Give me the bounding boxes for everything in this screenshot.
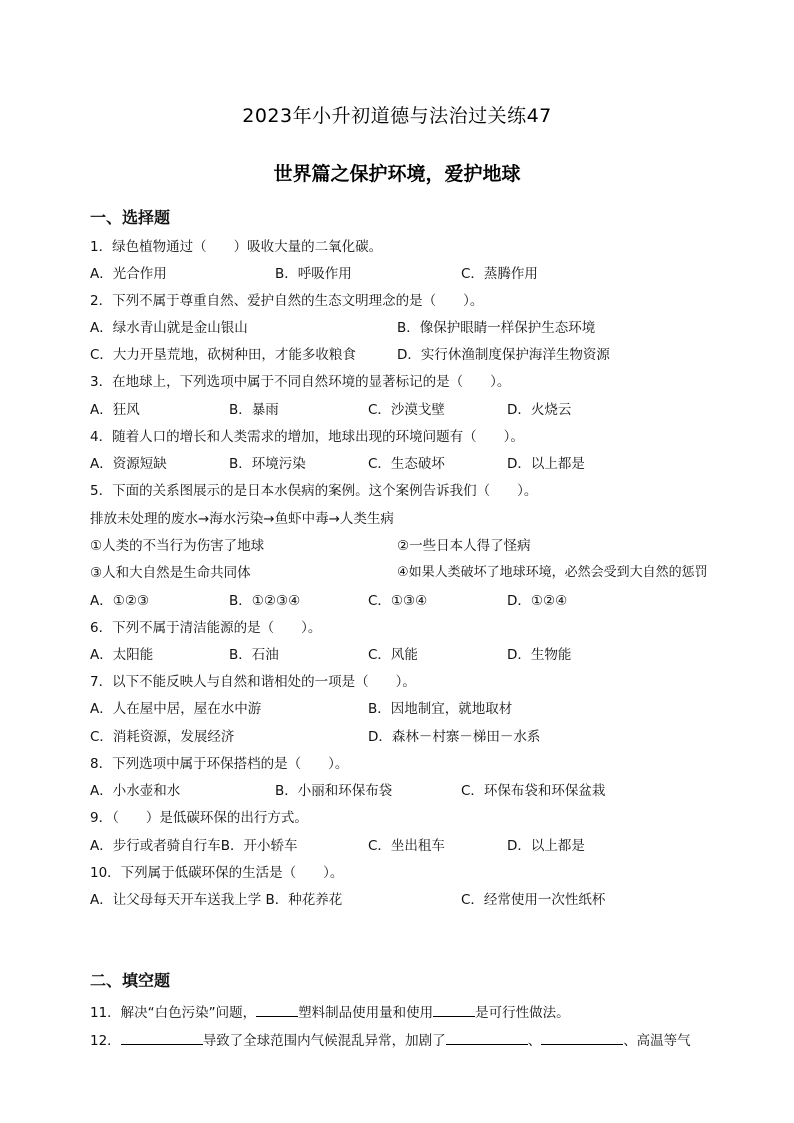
question-7-option-a: A．人在屋中居，屋在水中游	[90, 701, 262, 717]
question-1-option-c: C．蒸腾作用	[461, 266, 538, 282]
question-6-option-d: D．生物能	[507, 647, 572, 663]
question-9-option-ab: A．步行或者骑自行车B．开小轿车	[90, 838, 298, 854]
question-7-option-d: D．森林－村寨－梯田－水系	[368, 729, 541, 745]
question-12-part-3: 、	[527, 1033, 542, 1049]
question-5-option-c: C．①③④	[368, 593, 428, 609]
question-5-option-b: B．①②③④	[229, 593, 301, 609]
question-12-part-4: 、高温等气	[623, 1033, 691, 1049]
question-5-statement-4: ④如果人类破坏了地球环境，必然会受到大自然的惩罚	[397, 565, 708, 580]
question-2-stem: 2．下列不属于尊重自然、爱护自然的生态文明理念的是（ ）。	[90, 293, 484, 309]
question-5-chain: 排放未处理的废水→海水污染→鱼虾中毒→人类生病	[90, 511, 394, 527]
section-heading-fill: 二、填空题	[90, 971, 171, 990]
answer-blank[interactable]	[433, 1002, 475, 1017]
question-6-option-c: C．风能	[368, 647, 418, 663]
question-5-option-d: D．①②④	[507, 593, 568, 609]
answer-blank[interactable]	[541, 1030, 623, 1045]
question-4-option-c: C．生态破坏	[368, 456, 445, 472]
question-3-option-a: A．狂风	[90, 402, 140, 418]
question-5-statement-2: ②一些日本人得了怪病	[397, 538, 531, 554]
section-heading-choice: 一、选择题	[90, 208, 171, 227]
answer-blank[interactable]	[256, 1002, 298, 1017]
question-6-stem: 6．下列不属于清洁能源的是（ ）。	[90, 620, 322, 636]
question-12-part-2: 导致了全球范围内气候混乱异常，加剧了	[202, 1033, 446, 1049]
question-12	[90, 1030, 691, 1050]
question-3-option-d: D．火烧云	[507, 402, 572, 418]
question-1-stem: 1．绿色植物通过（ ）吸收大量的二氧化碳。	[90, 239, 383, 255]
page-subtitle: 世界篇之保护环境，爱护地球	[273, 163, 521, 185]
question-5-statement-3: ③人和大自然是生命共同体	[90, 565, 251, 581]
question-11-part-2: 塑料制品使用量和使用	[298, 1005, 434, 1021]
question-6-option-b: B．石油	[229, 647, 279, 663]
question-1-option-b: B．呼吸作用	[275, 266, 352, 282]
question-7-option-b: B．因地制宜，就地取材	[368, 701, 513, 717]
question-3-option-b: B．暴雨	[229, 402, 279, 418]
question-10-option-c: C．经常使用一次性纸杯	[461, 892, 606, 908]
question-5-option-a: A．①②③	[90, 593, 150, 609]
question-8-option-c: C．环保布袋和环保盆栽	[461, 783, 606, 799]
question-8-option-b: B．小丽和环保布袋	[275, 783, 393, 799]
question-2-option-a: A．绿水青山就是金山银山	[90, 320, 248, 336]
question-10-stem: 10．下列属于低碳环保的生活是（ ）。	[90, 865, 344, 881]
answer-blank[interactable]	[121, 1030, 203, 1045]
question-7-option-c: C．消耗资源，发展经济	[90, 729, 235, 745]
question-9-stem: 9．（ ）是低碳环保的出行方式。	[90, 810, 308, 826]
question-5-statement-1: ①人类的不当行为伤害了地球	[90, 538, 265, 554]
question-11	[90, 1002, 570, 1022]
question-9-option-c: C．坐出租车	[368, 838, 445, 854]
question-11-part-1: 11．解决“白色污染”问题，	[90, 1005, 257, 1021]
question-2-option-d: D．实行休渔制度保护海洋生物资源	[397, 347, 610, 363]
question-2-option-c: C．大力开垦荒地，砍树种田，才能多收粮食	[90, 347, 356, 363]
question-4-option-b: B．环境污染	[229, 456, 306, 472]
question-4-stem: 4．随着人口的增长和人类需求的增加，地球出现的环境问题有（ ）。	[90, 429, 524, 445]
question-1-option-a: A．光合作用	[90, 266, 167, 282]
question-6-option-a: A．太阳能	[90, 647, 154, 663]
question-5-stem: 5．下面的关系图展示的是日本水俣病的案例。这个案例告诉我们（ ）。	[90, 483, 538, 499]
question-12-part-1: 12．	[90, 1033, 121, 1049]
question-3-option-c: C．沙漠戈壁	[368, 402, 445, 418]
page-title: 2023年小升初道德与法治过关练47	[242, 105, 552, 127]
question-11-part-3: 是可行性做法。	[475, 1005, 570, 1021]
question-7-stem: 7．以下不能反映人与自然和谐相处的一项是（ ）。	[90, 674, 416, 690]
question-2-option-b: B．像保护眼睛一样保护生态环境	[397, 320, 596, 336]
question-10-option-ab: A．让父母每天开车送我上学 B．种花养花	[90, 892, 343, 908]
question-4-option-a: A．资源短缺	[90, 456, 167, 472]
question-4-option-d: D．以上都是	[507, 456, 585, 472]
question-8-option-a: A．小水壶和水	[90, 783, 181, 799]
question-8-stem: 8．下列选项中属于环保搭档的是（ ）。	[90, 756, 349, 772]
question-9-option-d: D．以上都是	[507, 838, 585, 854]
question-3-stem: 3．在地球上，下列选项中属于不同自然环境的显著标记的是（ ）。	[90, 374, 511, 390]
answer-blank[interactable]	[446, 1030, 528, 1045]
